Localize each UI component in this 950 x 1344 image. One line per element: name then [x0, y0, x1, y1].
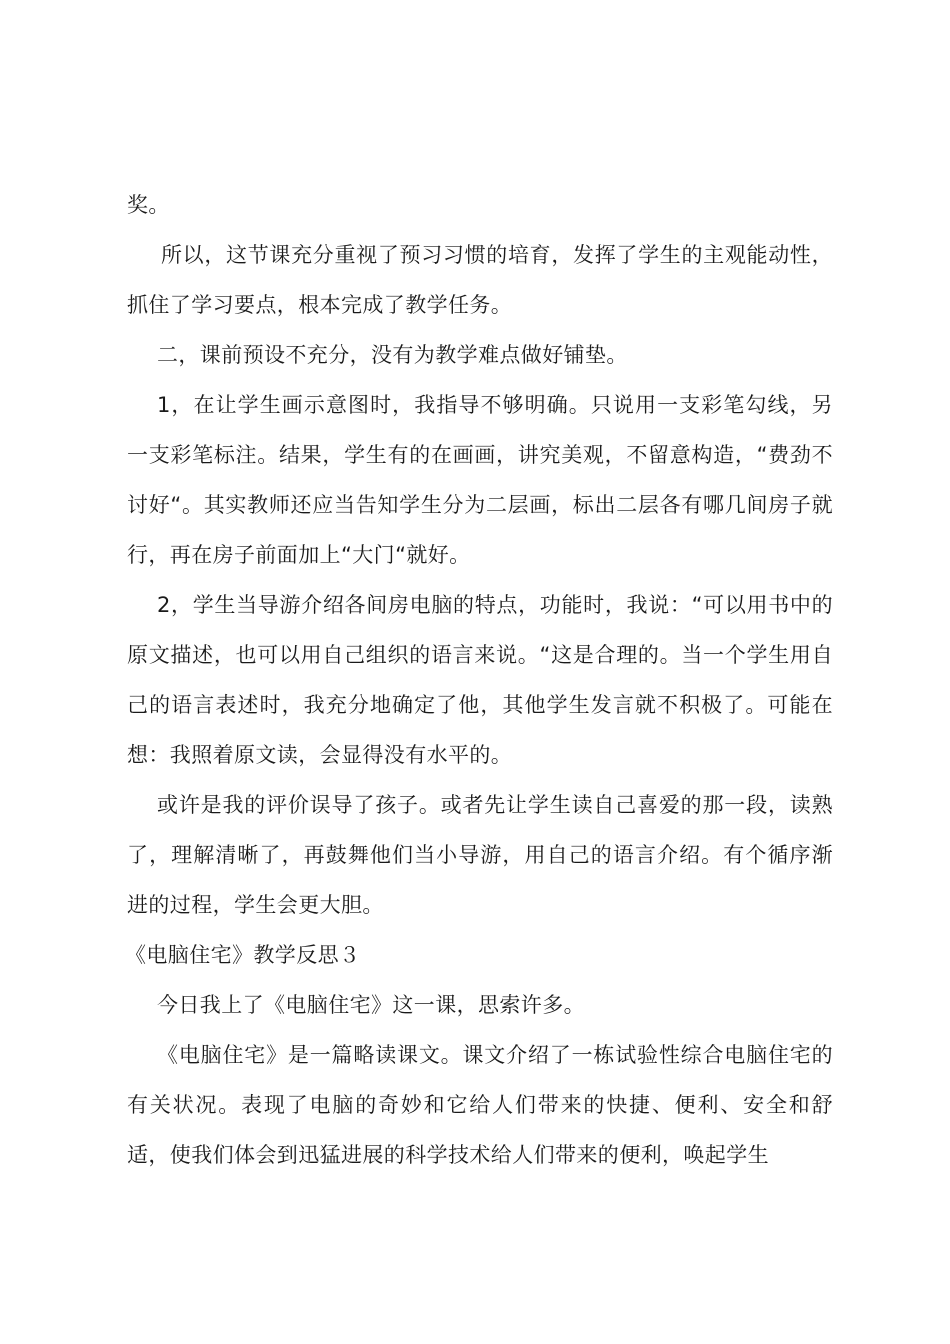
paragraph-section-two: 二，课前预设不充分，没有为教学难点做好铺垫。 — [157, 343, 628, 367]
document-body — [127, 180, 833, 1180]
paragraph-lesson-description: 《电脑住宅》是一篇略读课文。课文介绍了一栋试验性综合电脑住宅的有关状况。表现了电脑的奇妙和它给人们带来的快捷、便利、安全和舒适，使我们体会到迅猛进展的科学技术给人们带来的便利，唤起学生 — [127, 1043, 833, 1167]
paragraph-summary: 所以，这节课充分重视了预习习惯的培育，发挥了学生的主观能动性，抓住了学习要点，根本完成了教学任务。 — [127, 243, 833, 317]
paragraph-intro: 今日我上了《电脑住宅》这一课，思索许多。 — [157, 993, 585, 1017]
paragraph-reflection: 或许是我的评价误导了孩子。或者先让学生读自己喜爱的那一段，读熟了，理解清晰了，再鼓舞他们当小导游，用自己的语言介绍。有个循序渐进的过程，学生会更大胆。 — [127, 793, 833, 917]
paragraph-point-one: 1，在让学生画示意图时，我指导不够明确。只说用一支彩笔勾线，另一支彩笔标注。结果，学生有的在画画，讲究美观，不留意构造，“费劲不讨好“。其实教师还应当告知学生分为二层画，标出二层各有哪几间房子就行，再在房子前面加上“大门“就好。 — [127, 393, 833, 567]
section-heading: 《电脑住宅》教学反思３ — [125, 943, 361, 967]
paragraph-point-two: 2，学生当导游介绍各间房电脑的特点，功能时，我说：“可以用书中的原文描述，也可以用自己组织的语言来说。“这是合理的。当一个学生用自己的语言表述时，我充分地确定了他，其他学生发言就不积极了。可能在想：我照着原文读，会显得没有水平的。 — [127, 593, 833, 767]
paragraph-continuation: 奖。 — [127, 193, 170, 217]
